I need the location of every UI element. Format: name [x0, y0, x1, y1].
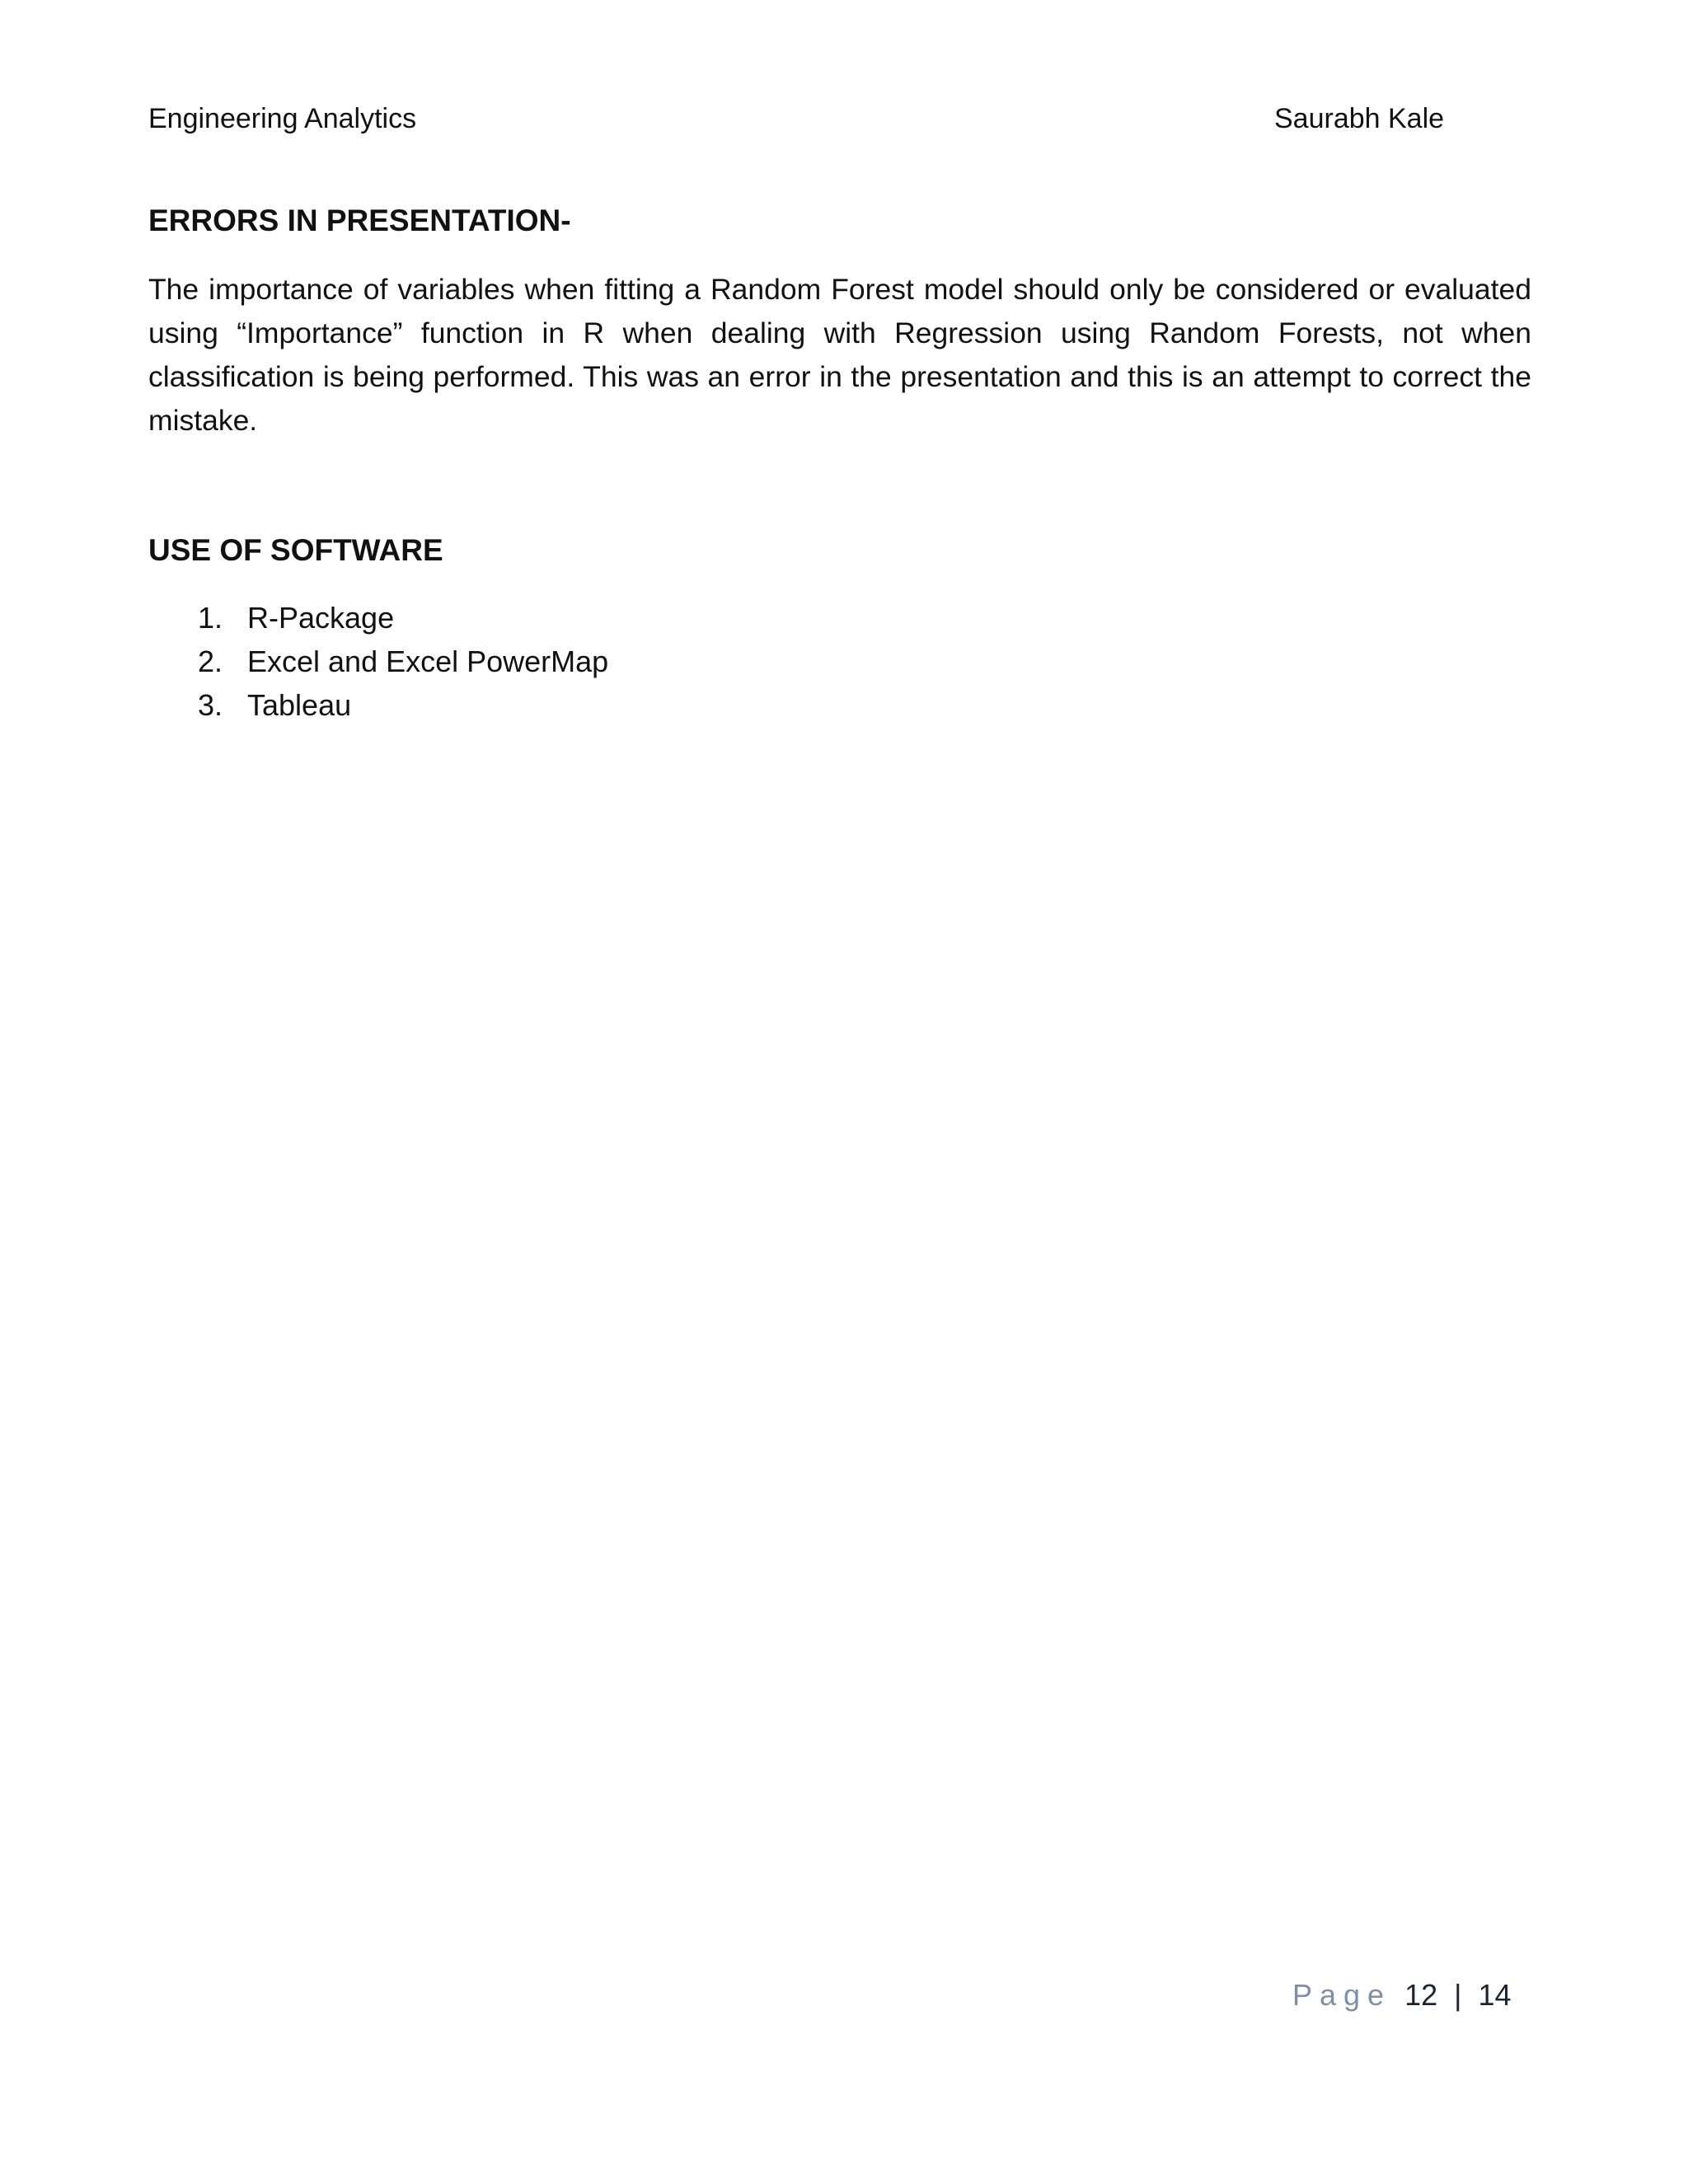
list-item [148, 640, 608, 683]
section-heading-errors: ERRORS IN PRESENTATION- [148, 204, 571, 237]
section-heading-software: USE OF SOFTWARE [148, 533, 443, 567]
errors-paragraph: The importance of variables when fitting a Random Forest model should only be considered or evaluated using “Importance” function in R when dealing with Regression using Random Forests, not when classification is being performed. This was an error in the presentation and this is an attempt to correct the mistake. [148, 273, 1531, 437]
page-separator: | [1454, 1978, 1462, 2012]
page-label: Page [1292, 1978, 1392, 2012]
total-page-number: 14 [1478, 1978, 1512, 2012]
list-item-number: 1. [198, 601, 223, 635]
list-item-number: 2. [198, 644, 223, 678]
list-item [148, 596, 608, 640]
software-list [148, 596, 608, 727]
header-author: Saurabh Kale [1274, 103, 1445, 134]
current-page-number: 12 [1404, 1978, 1438, 2012]
list-item [148, 683, 608, 727]
page-number-footer [1292, 1975, 1512, 2015]
list-item-text: R-Package [247, 601, 395, 635]
header-title: Engineering Analytics [148, 103, 417, 134]
list-item-number: 3. [198, 688, 223, 722]
list-item-text: Tableau [247, 688, 352, 722]
list-item-text: Excel and Excel PowerMap [247, 644, 609, 678]
